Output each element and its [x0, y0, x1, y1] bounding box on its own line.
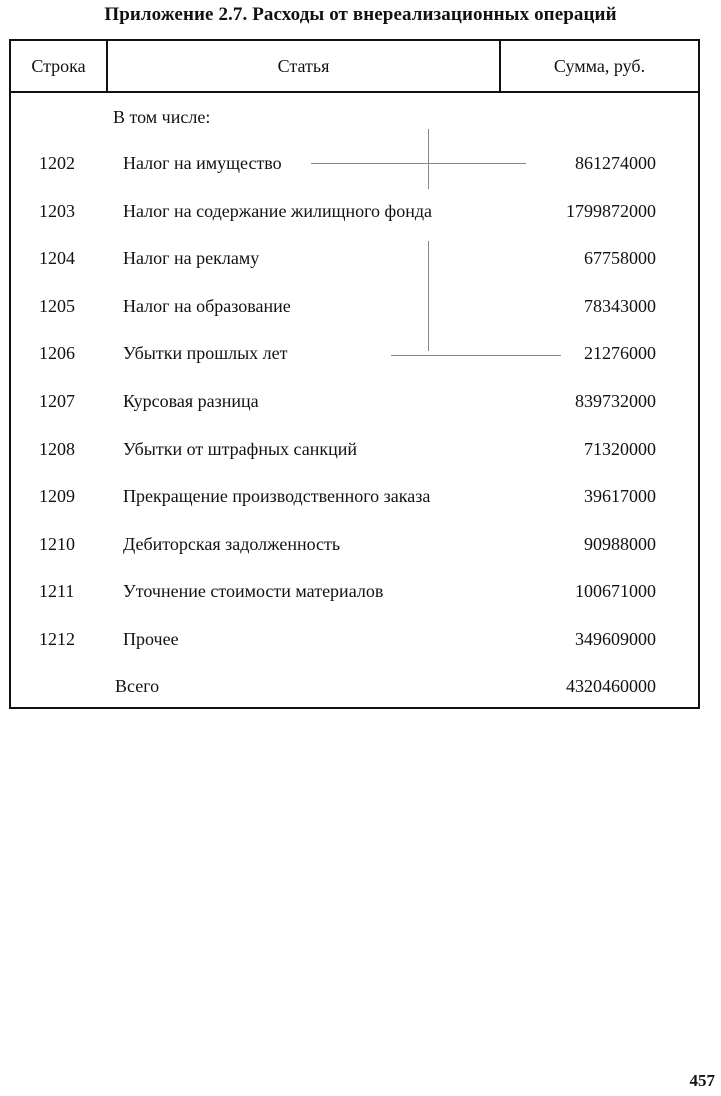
header-item: [108, 41, 501, 91]
page-title: Приложение 2.7. Расходы от внереализационных операций: [104, 4, 617, 25]
total-label: Всего: [115, 676, 160, 696]
page-number: 457: [689, 1071, 715, 1090]
row-amount: 78343000: [584, 296, 656, 316]
row-code: 1202: [39, 153, 75, 173]
row-item: Уточнение стоимости материалов: [123, 581, 384, 601]
row-code: 1210: [39, 534, 75, 554]
row-amount: 839732000: [575, 391, 656, 411]
table-row: [11, 434, 698, 464]
row-amount: 90988000: [584, 534, 656, 554]
row-item: Прекращение производственного заказа: [123, 486, 431, 506]
table-row: [11, 624, 698, 654]
row-code: 1207: [39, 391, 75, 411]
table-total-row: [11, 671, 698, 701]
row-code: 1212: [39, 629, 75, 649]
row-item: Налог на рекламу: [123, 248, 260, 268]
row-item: Налог на имущество: [123, 153, 282, 173]
bleed-through-line: [428, 129, 429, 189]
row-item: Убытки прошлых лет: [123, 343, 288, 363]
table-row: [11, 386, 698, 416]
row-amount: 67758000: [584, 248, 656, 268]
row-code: 1205: [39, 296, 75, 316]
row-item: Убытки от штрафных санкций: [123, 439, 358, 459]
header-item-label: Статья: [277, 56, 330, 76]
table-row: [11, 576, 698, 606]
row-item: Курсовая разница: [123, 391, 259, 411]
table-row: [11, 338, 698, 368]
table-row: [11, 481, 698, 511]
row-code: 1209: [39, 486, 75, 506]
row-item: Дебиторская задолженность: [123, 534, 341, 554]
row-amount: 1799872000: [566, 201, 656, 221]
header-row-code: Строка: [11, 41, 108, 91]
row-amount: 21276000: [584, 343, 656, 363]
row-item: Прочее: [123, 629, 179, 649]
row-amount: 39617000: [584, 486, 656, 506]
total-amount: 4320460000: [566, 676, 656, 696]
row-amount: 100671000: [575, 581, 656, 601]
row-code: 1208: [39, 439, 75, 459]
row-code: 1206: [39, 343, 75, 363]
row-code: 1203: [39, 201, 75, 221]
bleed-through-line: [311, 163, 526, 164]
row-amount: 71320000: [584, 439, 656, 459]
table-row: [11, 243, 698, 273]
header-amount: Сумма, руб.: [553, 56, 646, 76]
table-header-row: [11, 41, 698, 93]
row-amount: 349609000: [575, 629, 656, 649]
row-item: Налог на содержание жилищного фонда: [123, 201, 432, 221]
expenses-table: [9, 39, 700, 709]
row-amount: 861274000: [575, 153, 656, 173]
bleed-through-line: [391, 355, 561, 356]
subheading: В том числе:: [113, 107, 211, 127]
row-item: Налог на образование: [123, 296, 291, 316]
table-row: [11, 529, 698, 559]
row-code: 1204: [39, 248, 75, 268]
bleed-through-line: [428, 241, 429, 351]
table-row: [11, 196, 698, 226]
table-row: [11, 291, 698, 321]
row-code: 1211: [39, 581, 75, 601]
